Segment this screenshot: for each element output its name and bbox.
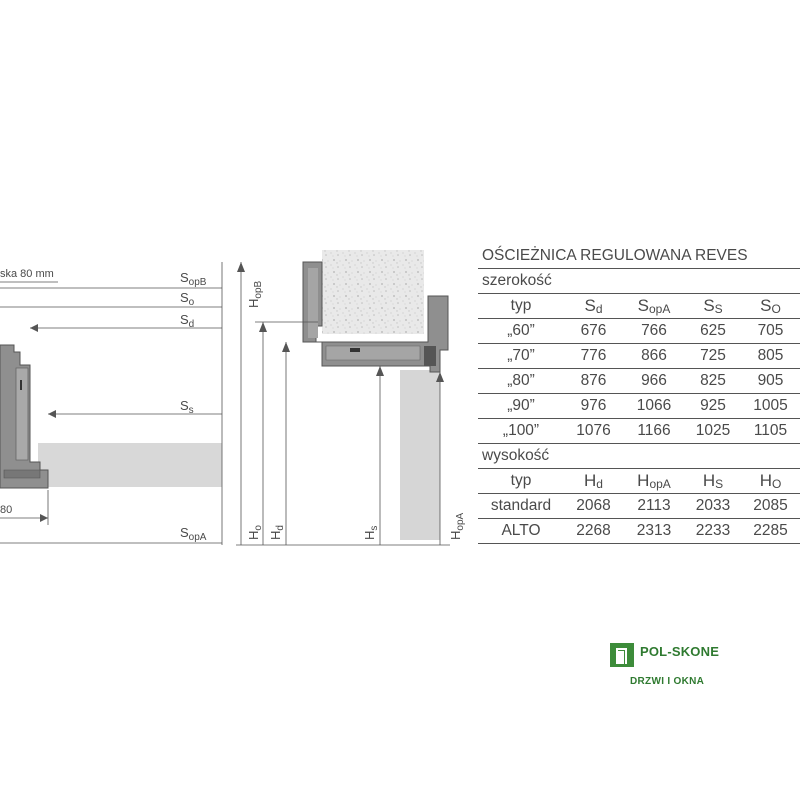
cell-sd: 676: [580, 322, 607, 339]
cell-ss: 725: [700, 347, 726, 364]
cell-sopa: 1066: [636, 397, 672, 414]
cell-hd: 2068: [576, 497, 611, 514]
table-row: [478, 344, 800, 369]
door-logo-icon: [610, 643, 634, 667]
cell-so: 805: [757, 347, 784, 364]
header-typ: typ: [510, 297, 532, 314]
cell-hs: 2233: [695, 522, 731, 539]
cell-sd: 1076: [576, 422, 611, 439]
header-hs: $H_S$: [702, 471, 724, 491]
label-hd: $H_d$: [268, 525, 286, 540]
header-hd: $H_d$: [584, 471, 603, 491]
cell-hs: 2033: [695, 497, 731, 514]
cell-so: 1105: [753, 422, 788, 439]
label-so: $S_o$: [180, 290, 195, 308]
cell-typ: ALTO: [501, 522, 541, 539]
header-sopa: $S_{opA}$: [637, 296, 671, 316]
height-header-row: [478, 469, 800, 494]
label-hopb: $H_{opB}$: [246, 280, 264, 308]
label-sopb: $S_{opB}$: [180, 270, 207, 288]
dimensions-table: [478, 244, 800, 544]
cell-typ: „80”: [507, 372, 535, 389]
cell-ho: 2285: [753, 522, 788, 539]
wall-below: [400, 370, 440, 540]
table-row: [478, 519, 800, 544]
cell-ss: 1025: [695, 422, 731, 439]
cell-so: 705: [757, 322, 784, 339]
cell-so: 1005: [753, 397, 788, 414]
label-sopa: $S_{opA}$: [180, 525, 207, 543]
label-hopa: $H_{opA}$: [448, 512, 466, 540]
lintel-block: [322, 250, 424, 334]
cell-so: 905: [757, 372, 784, 389]
cell-typ: „100”: [502, 422, 540, 439]
right-section-drawing: [236, 250, 466, 545]
cell-sopa: 1166: [637, 422, 671, 439]
label-hs: $H_s$: [362, 525, 380, 540]
left-section-drawing: [0, 262, 222, 545]
header-hopa: $H_{opA}$: [637, 471, 671, 491]
table-row: [478, 369, 800, 394]
label-ho: $H_o$: [246, 525, 264, 540]
cell-typ: „60”: [507, 322, 535, 339]
table-title: OŚCIEŻNICA REGULOWANA REVES: [478, 244, 800, 269]
cell-hopa: 2313: [636, 522, 672, 539]
table-row: [478, 319, 800, 344]
table-row: [478, 419, 800, 444]
header-so: $S_O$: [760, 296, 781, 316]
height-section-title: wysokość: [478, 444, 800, 469]
cell-sd: 876: [580, 372, 607, 389]
label-sd: $S_d$: [180, 312, 195, 330]
table-row: [478, 494, 800, 519]
cell-ss: 825: [700, 372, 726, 389]
cell-typ: „70”: [507, 347, 535, 364]
width-section-title: szerokość: [478, 269, 800, 294]
header-ho: $H_O$: [759, 471, 782, 491]
cell-sopa: 866: [641, 347, 667, 364]
dim-80-label: 80: [0, 504, 13, 516]
width-header-row: [478, 294, 800, 319]
pol-skone-logo: [610, 640, 730, 700]
cell-hd: 2268: [576, 522, 611, 539]
header-sd: $S_d$: [584, 296, 603, 316]
wall-thickness-label: ska 80 mm: [0, 268, 54, 280]
cell-sd: 776: [580, 347, 607, 364]
header-ss: $S_S$: [703, 296, 723, 316]
cell-typ: standard: [490, 497, 552, 514]
logo-tagline: DRZWI I OKNA: [630, 676, 705, 687]
cell-sd: 976: [580, 397, 607, 414]
wall-block: [38, 443, 222, 487]
cell-ss: 625: [700, 322, 726, 339]
cell-sopa: 766: [641, 322, 667, 339]
cell-ho: 2085: [753, 497, 788, 514]
label-ss: $S_s$: [180, 398, 194, 416]
cell-ss: 925: [700, 397, 726, 414]
cell-typ: „90”: [507, 397, 535, 414]
header-typ: typ: [510, 472, 532, 489]
cell-sopa: 966: [641, 372, 667, 389]
logo-name: POL-SKONE: [640, 644, 720, 659]
cell-hopa: 2113: [637, 497, 671, 514]
table-row: [478, 394, 800, 419]
